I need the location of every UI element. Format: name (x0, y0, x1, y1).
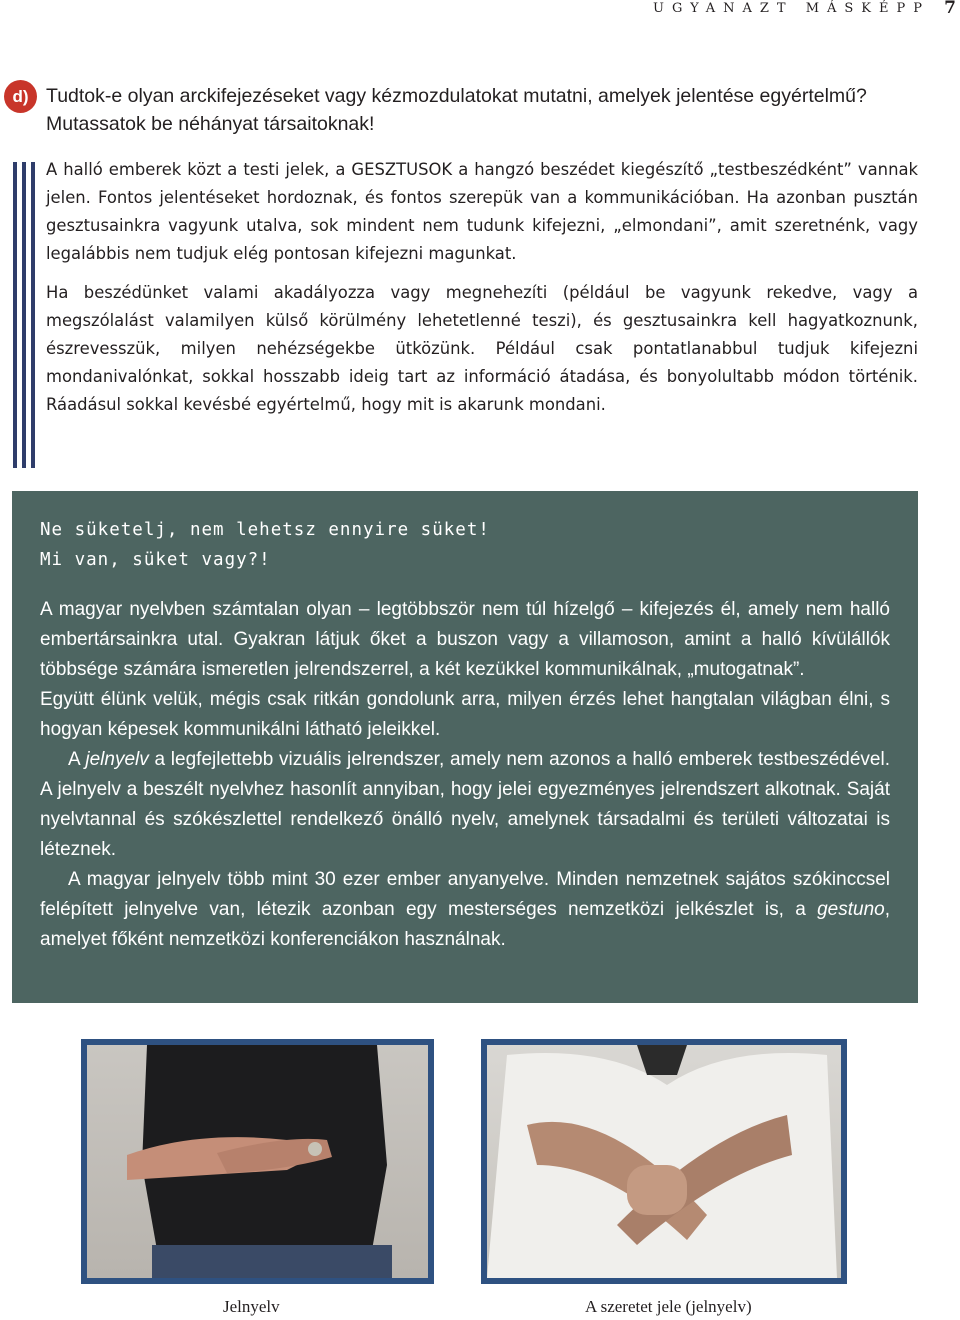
side-bar (13, 162, 17, 468)
photo-love-sign (481, 1039, 847, 1284)
task-question (46, 82, 926, 138)
task-line: Mutassatok be néhányat társaitoknak! (46, 113, 375, 135)
info-text: , amelyet főként nemzetközi konferenciákon használnak. (40, 899, 890, 950)
info-paragraph: Együtt élünk velük, mégis csak ritkán gondolunk arra, milyen érzés lehet hangtalan világban élni, s hogyan képesek kommunikálni látható jeleikkel. (40, 689, 890, 740)
task-line: Tudtok-e olyan arckifejezéseket vagy kézmozdulatokat mutatni, amelyek jelentése egyértelmű? (46, 85, 867, 107)
photo-love-sign-image (487, 1045, 841, 1278)
running-header: UGYANAZT MÁSKÉPP (653, 1, 930, 16)
photo-sign-language (81, 1039, 434, 1284)
body-paragraph: A halló emberek közt a testi jelek, a GESZTUSOK a hangzó beszédet kiegészítő „testbeszédként” vannak jelen. Fontos jelentéseket hordoznak, és fontos szerepük van a kommunikációban. Ha azonban pusztán gesztusainkra vagyunk utalva, sok mindent nem tudunk kifejezni, „elmondani”, amit szeretnénk, vagy legalábbis nem tudjuk elég pontosan kifejezni magunkat. (46, 160, 918, 263)
info-text: A (68, 749, 86, 770)
task-badge: d) (4, 80, 37, 113)
crossed-arms-illustration (487, 1045, 841, 1278)
info-box-body (40, 595, 890, 955)
photo-caption-right: A szeretet jele (jelnyelv) (585, 1297, 752, 1316)
info-box (12, 491, 918, 1003)
info-box-title (40, 515, 890, 575)
body-text (46, 156, 918, 430)
body-paragraph: Ha beszédünket valami akadályozza vagy megnehezíti (például be vagyunk rekedve, vagy a megszólalást valamilyen külső körülmény lehetetlenné teszi), és gesztusainkra kell hagyatkoznunk, észrevesszük, milyen nehézségekbe ütközünk. Például csak pontatlanabbul tudjuk kifejezni mondanivalónkat, sokkal hosszabb ideig tart az információ átadása, és bonyolultabb módon történik. Ráadásul sokkal kevésbé egyértelmű, hogy mit is akarunk mondani. (46, 283, 918, 414)
info-paragraph (40, 865, 890, 955)
info-title-line: Mi van, süket vagy?! (40, 550, 271, 570)
page-number: 7 (944, 0, 956, 18)
info-paragraph (40, 745, 890, 865)
info-text: A magyar jelnyelv több mint 30 ezer ember anyanyelve. Minden nemzetnek sajátos szókinccsel felépített jelnyelve van, létezik azonban egy mesterséges nemzetközi jelkészlet is, a (40, 869, 890, 920)
info-title-line: Ne süketelj, nem lehetsz ennyire süket! (40, 520, 490, 540)
side-bar (22, 162, 26, 468)
photo-sign-language-image (87, 1045, 428, 1278)
info-emphasis: gestuno (817, 899, 885, 920)
info-text: a legfejlettebb vizuális jelrendszer, amely nem azonos a halló emberek testbeszédével. A jelnyelv a beszélt nyelvhez hasonlít annyiban, hogy jelei egyezményes jelrendszert alkotnak. Saját nyelvtannal és szókészlettel rendelkező önálló nyelv, amelynek társadalmi és területi változatai is léteznek. (40, 749, 890, 860)
photo-caption-left: Jelnyelv (223, 1297, 280, 1316)
info-paragraph: A magyar nyelvben számtalan olyan – legtöbbször nem túl hízelgő – kifejezés él, amely nem halló embertársainkra utal. Gyakran látjuk őket a buszon vagy a villamoson, amint a halló kívülállók többsége számára ismeretlen jelrendszerrel, a két kezükkel kommunikálnak, „mutogatnak”. (40, 599, 890, 680)
info-emphasis: jelnyelv (85, 749, 149, 770)
side-decoration-bars (13, 162, 33, 468)
side-bar (31, 162, 35, 468)
hands-illustration (87, 1045, 428, 1278)
